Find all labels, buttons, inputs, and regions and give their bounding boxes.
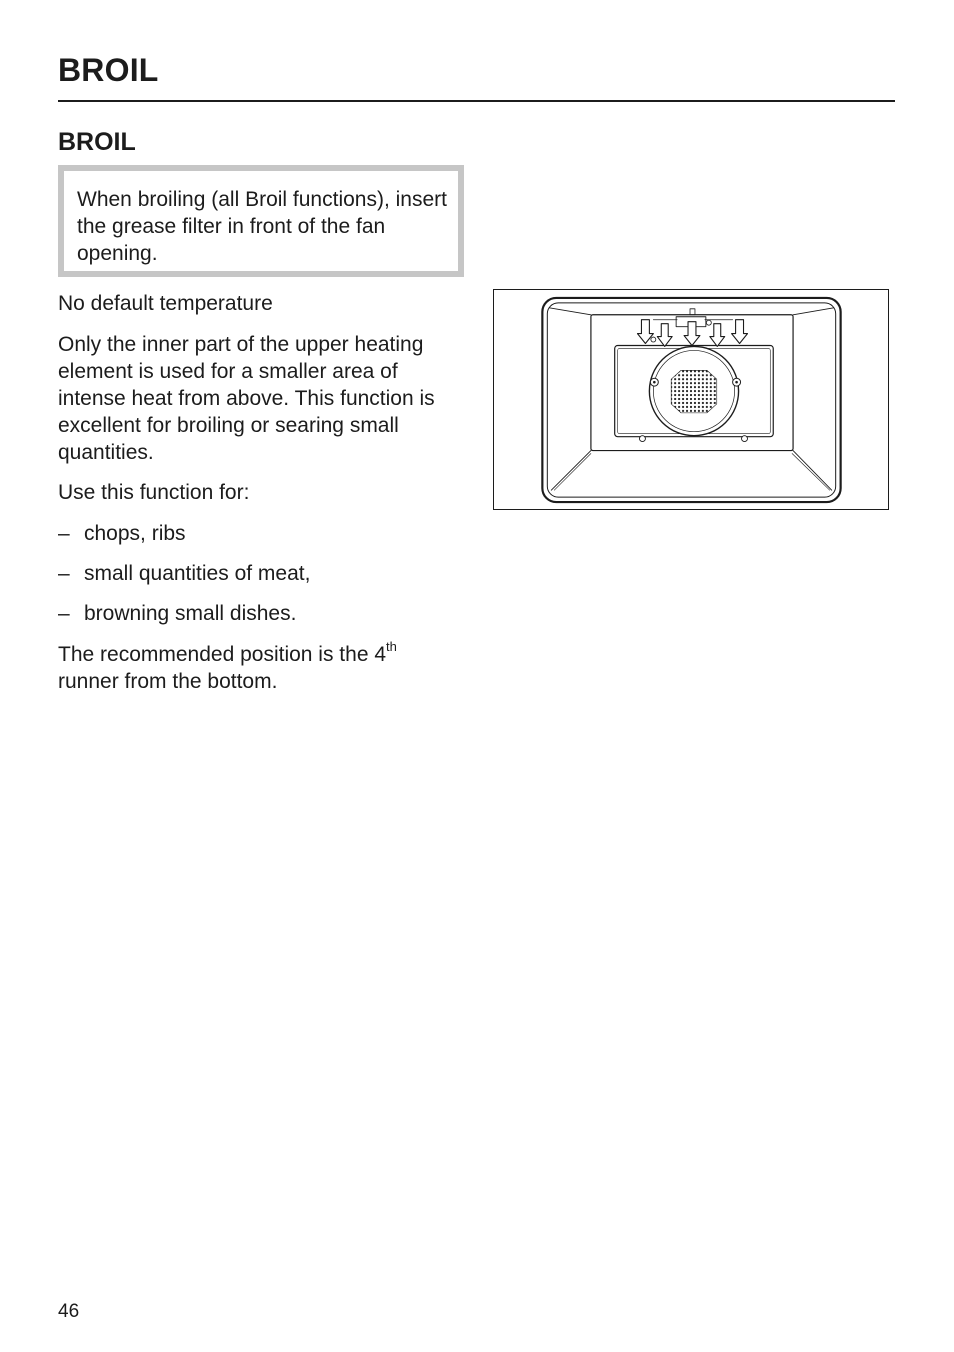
list-item-text: browning small dishes. [84,602,297,625]
uses-intro: Use this function for: [58,481,250,504]
grease-filter-note-box [58,165,464,277]
list-item-text: chops, ribs [84,522,186,545]
oven-illustration [493,289,889,510]
default-temperature-text: No default temperature [58,292,273,315]
section-title: BROIL [58,128,136,156]
title-divider [58,100,895,102]
recommendation-main: The recommended position is the 4 [58,643,387,666]
page-title: BROIL [58,52,159,88]
list-item [58,600,468,627]
recommended-position-text [58,641,468,695]
grease-filter-note: When broiling (all Broil functions), insert the grease filter in front of the fan opening. [77,188,447,265]
list-dash: – [58,562,70,585]
recommendation-rest: runner from the bottom. [58,670,278,693]
list-item [58,520,468,547]
ordinal-suffix: th [386,639,397,654]
list-item-text: small quantities of meat, [84,562,311,585]
oven-interior-icon [494,290,888,509]
list-item [58,560,468,587]
function-description: Only the inner part of the upper heating element is used for a smaller area of intense heat from above. This function is excellent for broiling or searing small quantities. [58,333,435,464]
page-number: 46 [58,1301,80,1322]
list-dash: – [58,602,70,625]
list-dash: – [58,522,70,545]
